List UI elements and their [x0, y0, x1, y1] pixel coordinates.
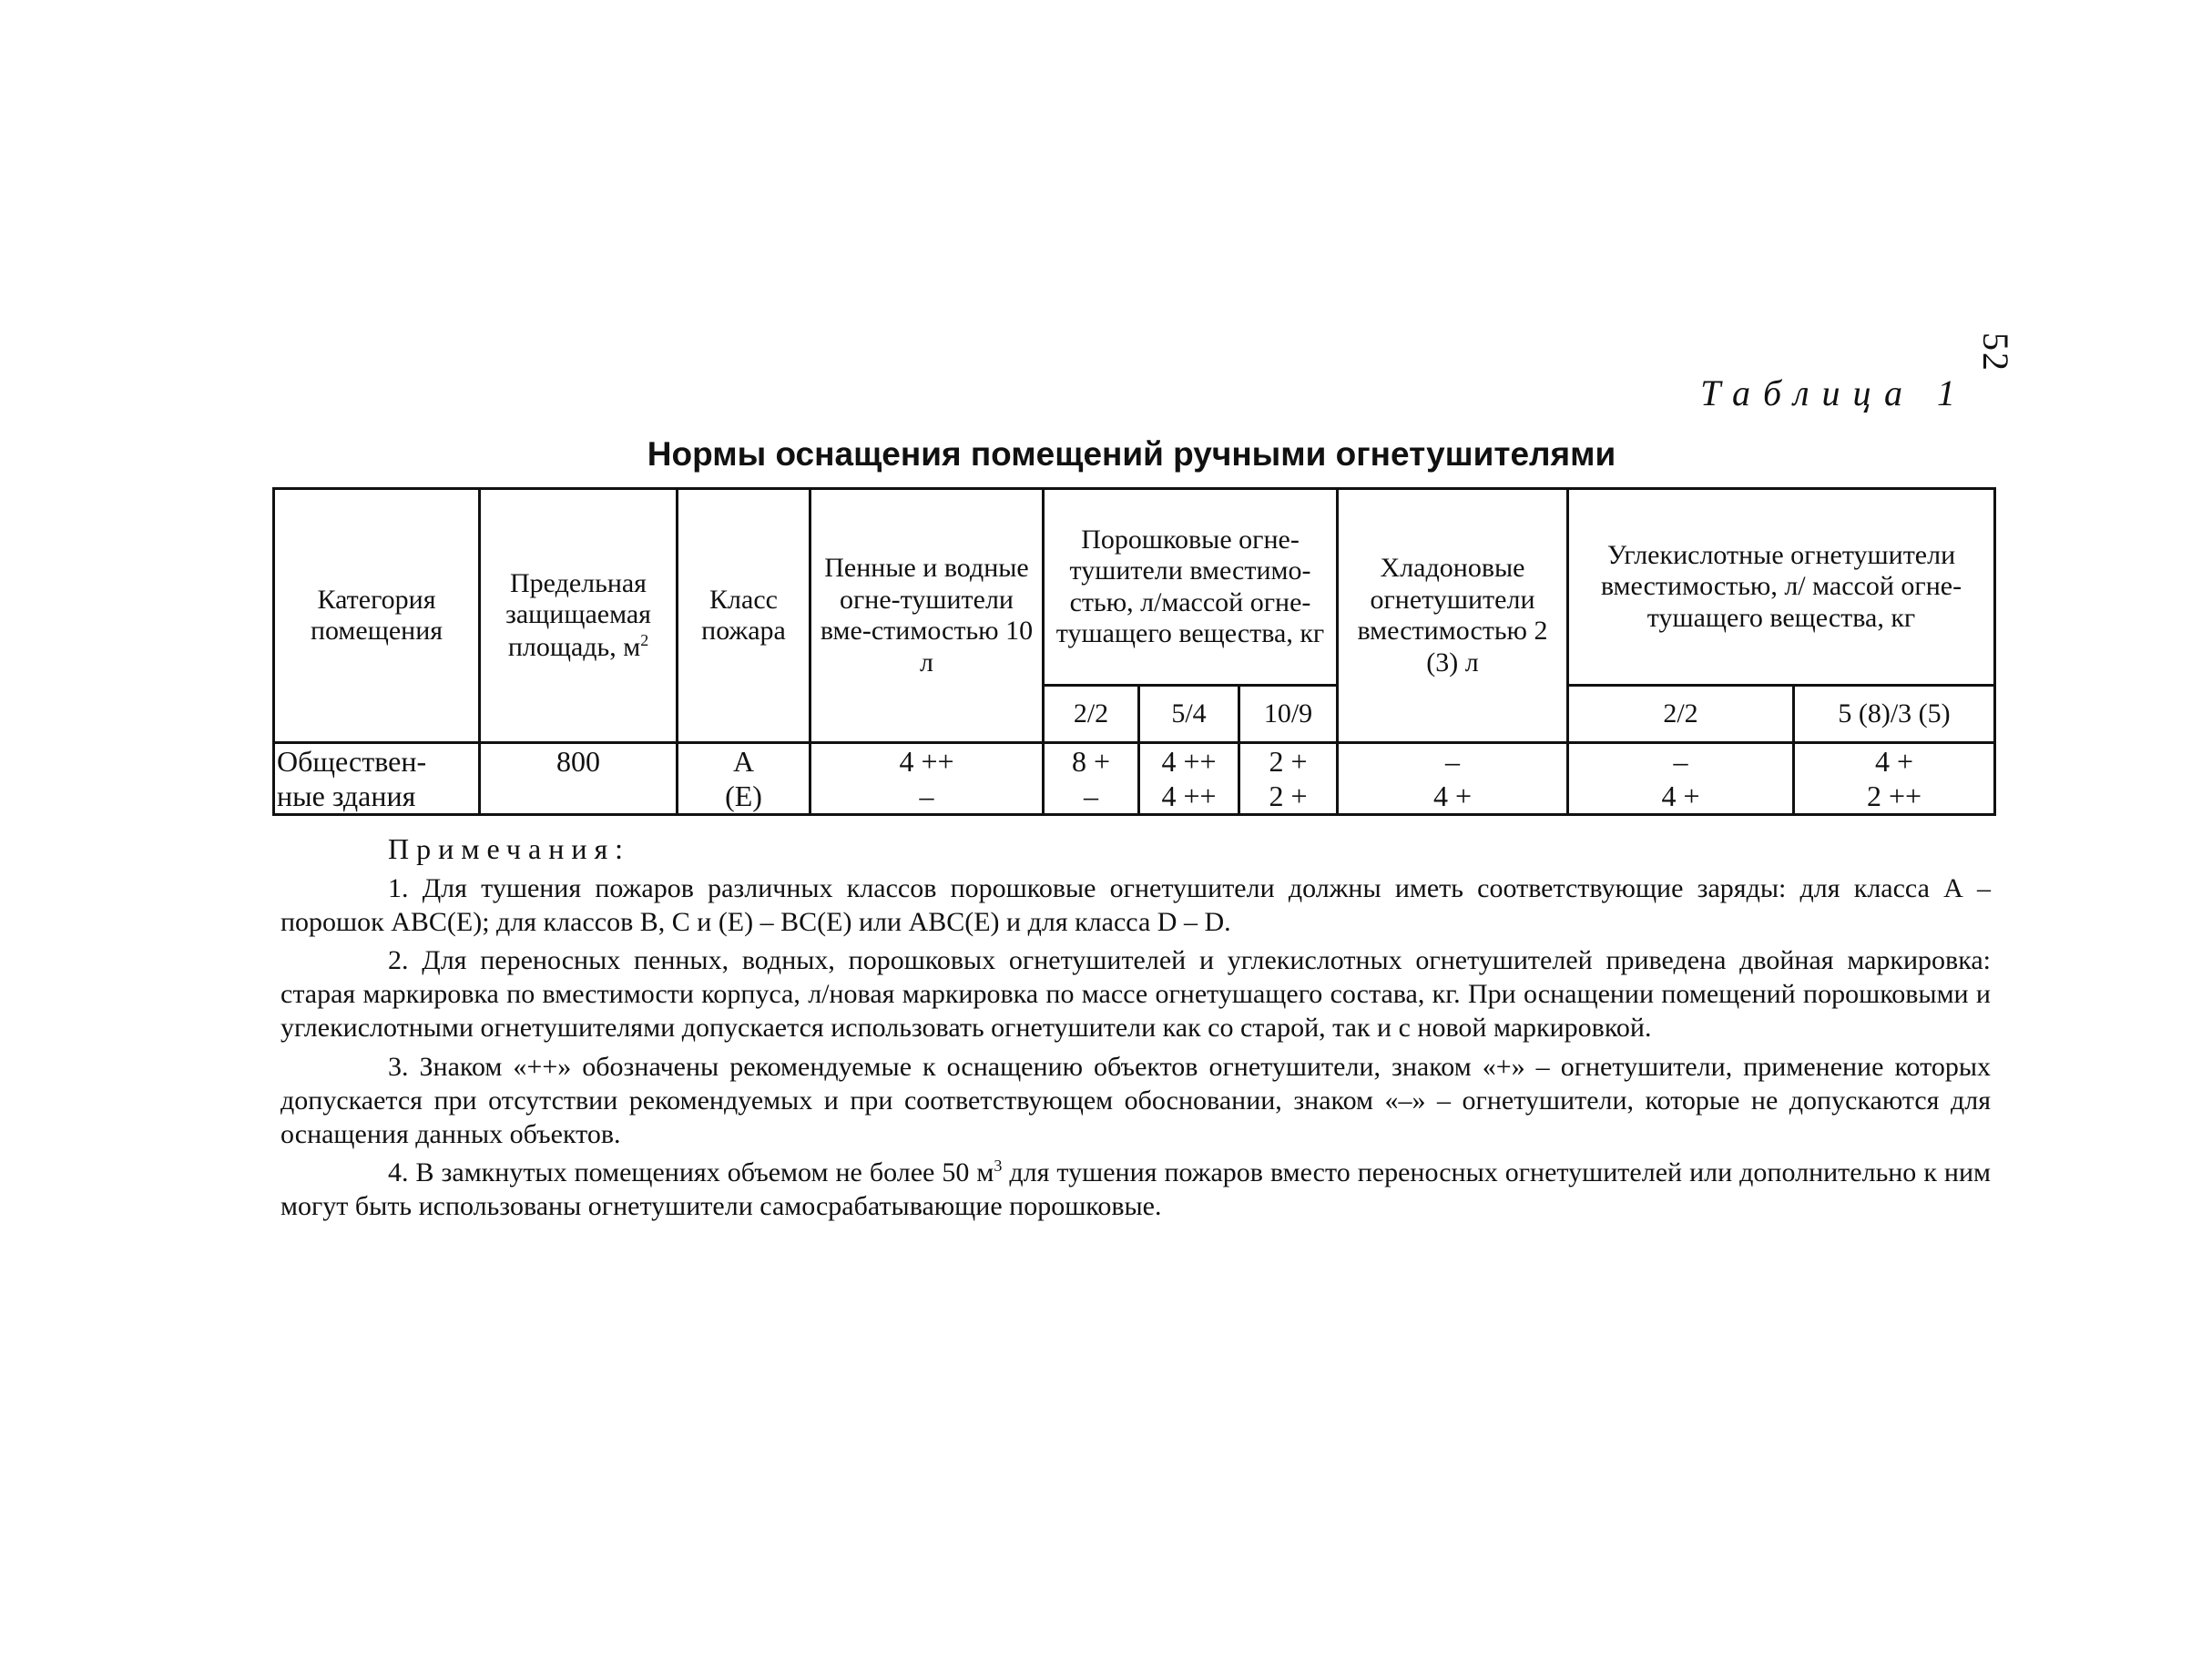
header-area-text: Предельная защищаемая площадь, м: [505, 567, 651, 662]
header-powder-sub: 2/2: [1044, 686, 1139, 743]
note-4-text: 4. В замкнутых помещениях объемом не более 50 м: [388, 1157, 994, 1188]
table-row: [274, 743, 1995, 780]
table-label: Таблица 1: [1700, 372, 1968, 413]
cell-powder-2-2: 8 +: [1044, 743, 1139, 780]
cell-category: ные здания: [274, 779, 480, 815]
notes-section: [280, 831, 1991, 1228]
cell-fire-class: (Е): [678, 779, 810, 815]
header-co2-sub: 2/2: [1568, 686, 1794, 743]
header-area: [480, 489, 678, 743]
norms-table: [272, 487, 1996, 816]
header-category: Категория помещения: [274, 489, 480, 743]
table-row: [274, 779, 1995, 815]
cell-powder-5-4: 4 ++: [1139, 779, 1239, 815]
header-powder: Порошковые огне-тушители вместимо-стью, л/массой огне-тушащего вещества, кг: [1044, 489, 1338, 686]
cell-co2-5-3: 2 ++: [1794, 779, 1995, 815]
cell-foam: 4 ++: [810, 743, 1044, 780]
header-foam: Пенные и водные огне-тушители вме-стимостью 10 л: [810, 489, 1044, 743]
cell-powder-10-9: 2 +: [1239, 743, 1338, 780]
header-halon: Хладоновые огнетушители вместимостью 2 (3) л: [1338, 489, 1568, 743]
cell-fire-class: А: [678, 743, 810, 780]
header-fire-class: Класс пожара: [678, 489, 810, 743]
notes-heading: Примечания:: [388, 832, 631, 865]
table-title: Нормы оснащения помещений ручными огнетушителями: [647, 435, 1616, 473]
note-4-sup: 3: [994, 1157, 1003, 1176]
note-2: 2. Для переносных пенных, водных, порошковых огнетушителей и углекислотных огнетушителей приведена двойная маркировка: старая маркировка по вместимости корпуса, л/новая маркировка по массе огнетушащего состава, кг. При оснащении помещений порошковыми и углекислотными огнетушителями допускается использовать огнетушители как со старой, так и с новой маркировкой.: [280, 945, 1991, 1044]
cell-co2-5-3: 4 +: [1794, 743, 1995, 780]
note-4-text-cont: для тушения пожаров вместо переносных огнетушителей или дополнительно к ним могут быть использованы огнетушители самосрабатывающие порошковые.: [280, 1157, 1992, 1222]
page-number: 52: [1975, 332, 2016, 372]
cell-halon: 4 +: [1338, 779, 1568, 815]
cell-area: 800: [480, 743, 678, 780]
cell-powder-10-9: 2 +: [1239, 779, 1338, 815]
cell-category: Обществен-: [274, 743, 480, 780]
cell-powder-2-2: –: [1044, 779, 1139, 815]
header-powder-sub: 10/9: [1239, 686, 1338, 743]
note-4: [280, 1156, 1991, 1223]
header-area-sup: 2: [640, 630, 649, 649]
cell-co2-2-2: 4 +: [1568, 779, 1794, 815]
cell-foam: –: [810, 779, 1044, 815]
note-3: 3. Знаком «++» обозначены рекомендуемые к оснащению объектов огнетушители, знаком «+» – огнетушители, применение которых допускается при отсутствии рекомендуемых и при соответствующем обосновании, знаком «–» – огнетушители, которые не допускаются для оснащения данных объектов.: [280, 1051, 1991, 1149]
cell-powder-5-4: 4 ++: [1139, 743, 1239, 780]
header-co2: Углекислотные огнетушители вместимостью, л/ массой огне-тушащего вещества, кг: [1568, 489, 1995, 686]
cell-co2-2-2: –: [1568, 743, 1794, 780]
cell-area: [480, 779, 678, 815]
header-co2-sub: 5 (8)/3 (5): [1794, 686, 1995, 743]
note-1: 1. Для тушения пожаров различных классов порошковые огнетушители должны иметь соответствующие заряды: для класса А – порошок АВС(Е); для классов В, С и (Е) – ВС(Е) или АВС(Е) и для класса D – D.: [280, 872, 1991, 937]
cell-halon: –: [1338, 743, 1568, 780]
header-powder-sub: 5/4: [1139, 686, 1239, 743]
